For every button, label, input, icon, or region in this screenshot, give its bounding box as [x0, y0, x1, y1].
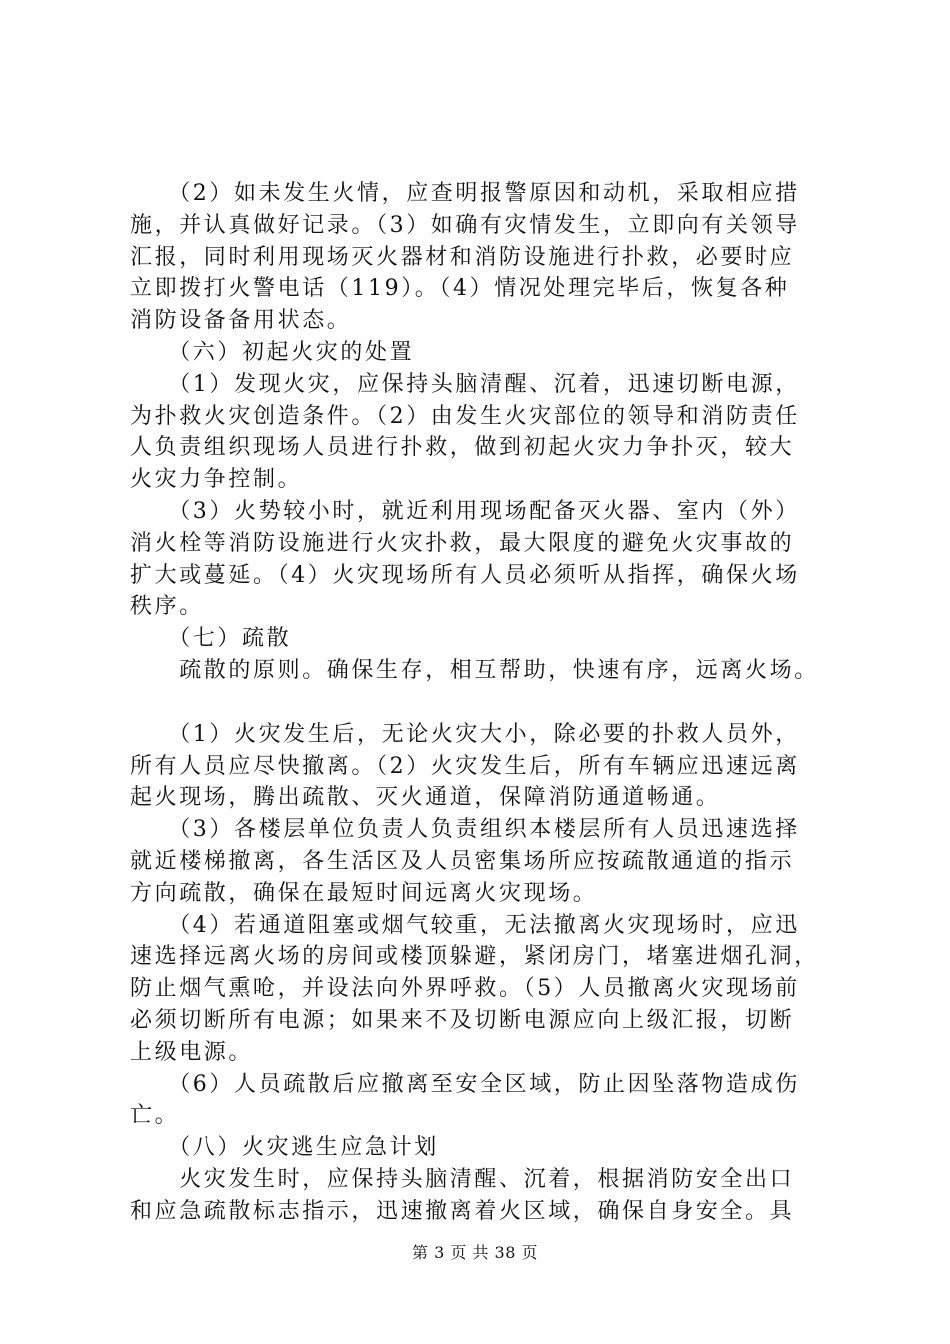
text-line: 亡。: [130, 1103, 180, 1129]
text-line: （3）各楼层单位负责人负责组织本楼层所有人员迅速选择: [130, 817, 800, 843]
text-line: 防止烟气熏呛，并设法向外界呼救。（5）人员撤离火灾现场前: [130, 976, 800, 1002]
text-line: 所有人员应尽快撤离。（2）火灾发生后，所有车辆应迅速远离: [130, 753, 800, 779]
text-line: （3）火势较小时，就近利用现场配备灭火器、室内（外）: [130, 498, 800, 524]
section-heading: （六）初起火灾的处置: [130, 339, 415, 365]
text-line: 上级电源。: [130, 1039, 254, 1065]
page-footer: 第 3 页 共 38 页: [412, 1243, 538, 1262]
text-line: 火灾力争控制。: [130, 467, 303, 493]
text-line: 立即拨打火警电话（119）。（4）情况处理完毕后，恢复各种: [130, 276, 790, 302]
text-line: （4）若通道阻塞或烟气较重，无法撤离火灾现场时，应迅: [130, 912, 800, 938]
text-line: 速选择远离火场的房间或楼顶躲避，紧闭房门，堵塞进烟孔洞，: [130, 944, 819, 970]
text-line: 就近楼梯撤离，各生活区及人员密集场所应按疏散通道的指示: [130, 848, 795, 874]
section-heading: （八）火灾逃生应急计划: [130, 1135, 439, 1161]
text-line: 起火现场，腾出疏散、灭火通道，保障消防通道畅通。: [130, 785, 721, 811]
text-line: 消火栓等消防设施进行火灾扑救，最大限度的避免火灾事故的: [130, 530, 795, 556]
blank-line: [130, 687, 830, 719]
text-line: （2）如未发生火情，应查明报警原因和动机，采取相应措: [130, 181, 800, 206]
text-line: （1）火灾发生后，无论火灾大小，除必要的扑救人员外，: [130, 721, 800, 747]
text-line: （1）发现火灾，应保持头脑清醒、沉着，迅速切断电源，: [130, 371, 800, 397]
text-line: 消防设备备用状态。: [130, 308, 352, 334]
text-line: 火灾发生时，应保持头脑清醒、沉着，根据消防安全出口: [130, 1166, 795, 1192]
section-heading: （七）疏散: [130, 626, 292, 652]
text-line: 人负责组织现场人员进行扑救，做到初起火灾力争扑灭，较大: [130, 435, 795, 461]
text-line: 施，并认真做好记录。（3）如确有灾情发生，立即向有关领导: [130, 212, 800, 238]
text-line: 秩序。: [130, 594, 204, 620]
text-line: 为扑救火灾创造条件。（2）由发生火灾部位的领导和消防责任: [130, 403, 800, 429]
text-line: 疏散的原则。确保生存，相互帮助，快速有序，远离火场。: [130, 657, 819, 683]
text-line: （6）人员疏散后应撤离至安全区域，防止因坠落物造成伤: [130, 1071, 800, 1097]
text-line: 扩大或蔓延。（4）火灾现场所有人员必须听从指挥，确保火场: [130, 562, 800, 588]
text-line: 汇报，同时利用现场灭火器材和消防设施进行扑救，必要时应: [130, 244, 795, 270]
text-line: 和应急疏散标志指示，迅速撤离着火区域，确保自身安全。具: [130, 1198, 795, 1224]
text-line: 必须切断所有电源；如果来不及切断电源应向上级汇报，切断: [130, 1007, 795, 1033]
text-line: 方向疏散，确保在最短时间远离火灾现场。: [130, 880, 598, 906]
body-text: [130, 178, 830, 1228]
